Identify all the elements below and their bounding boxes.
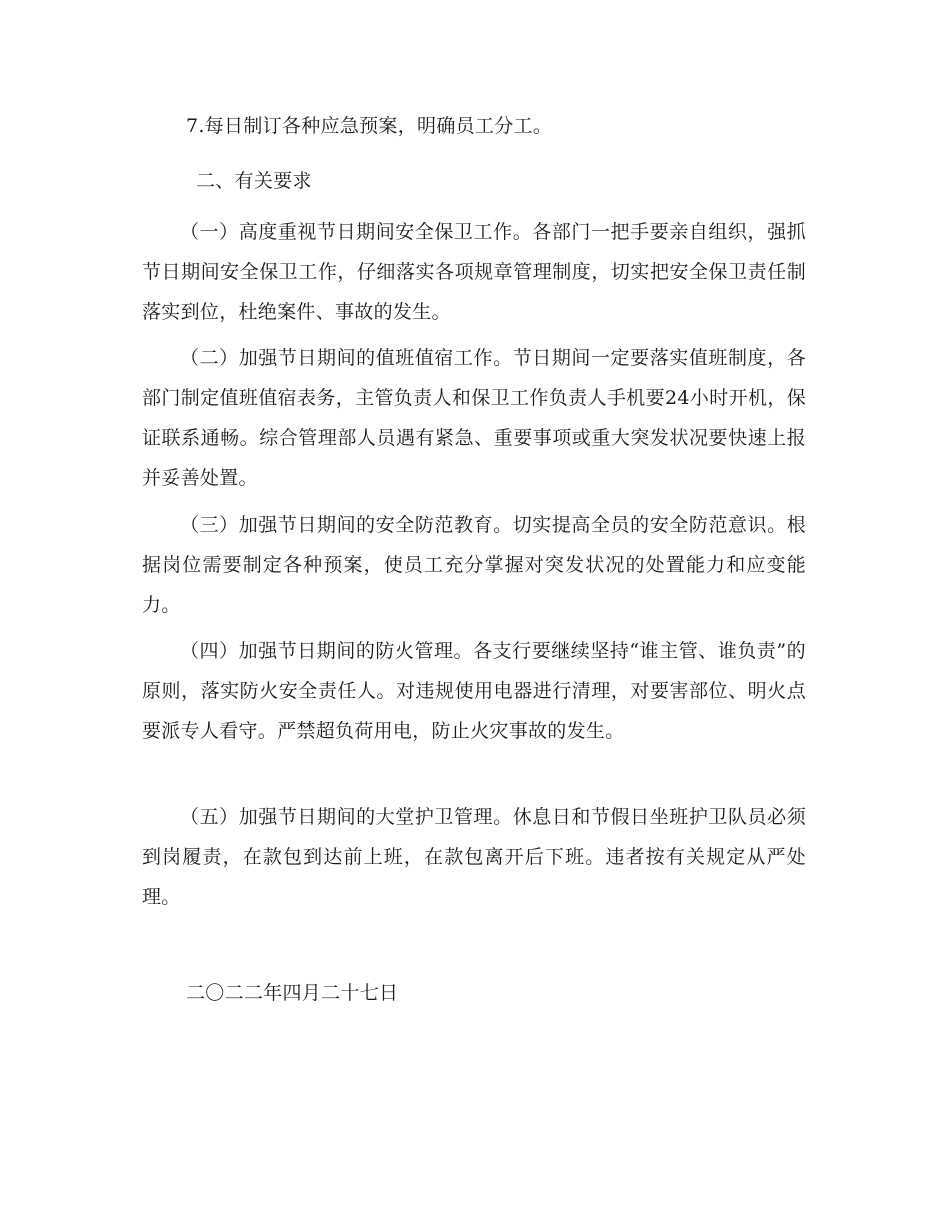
paragraph-3: （三）加强节日期间的安全防范教育。切实提高全员的安全防范意识。根据岗位需要制定各种预案，使员工充分掌握对突发状况的处置能力和应变能力。 — [142, 514, 806, 616]
paragraph-5: （五）加强节日期间的大堂护卫管理。休息日和节假日坐班护卫队员必须到岗履责，在款包到达前上班，在款包离开后下班。违者按有关规定从严处理。 — [142, 806, 806, 908]
paragraph-4: （四）加强节日期间的防火管理。各支行要继续坚持“谁主管、谁负责”的原则，落实防火安全责任人。对违规使用电器进行清理，对要害部位、明火点要派专人看守。严禁超负荷用电，防止火灾事故的发生。 — [142, 640, 806, 742]
paragraph-1: （一）高度重视节日期间安全保卫工作。各部门一把手要亲自组织，强抓节日期间安全保卫工作，仔细落实各项规章管理制度，切实把安全保卫责任制落实到位，杜绝案件、事故的发生。 — [142, 221, 806, 323]
document-date: 二〇二二年四月二十七日 — [186, 982, 399, 1004]
item-7-text: 7.每日制订各种应急预案，明确员工分工。 — [186, 115, 553, 137]
section-heading: 二、有关要求 — [196, 170, 312, 192]
paragraph-2: （二）加强节日期间的值班值宿工作。节日期间一定要落实值班制度，各部门制定值班值宿表务，主管负责人和保卫工作负责人手机要24小时开机，保证联系通畅。综合管理部人员遇有紧急、重要事项或重大突发状况要快速上报并妥善处置。 — [142, 347, 806, 489]
